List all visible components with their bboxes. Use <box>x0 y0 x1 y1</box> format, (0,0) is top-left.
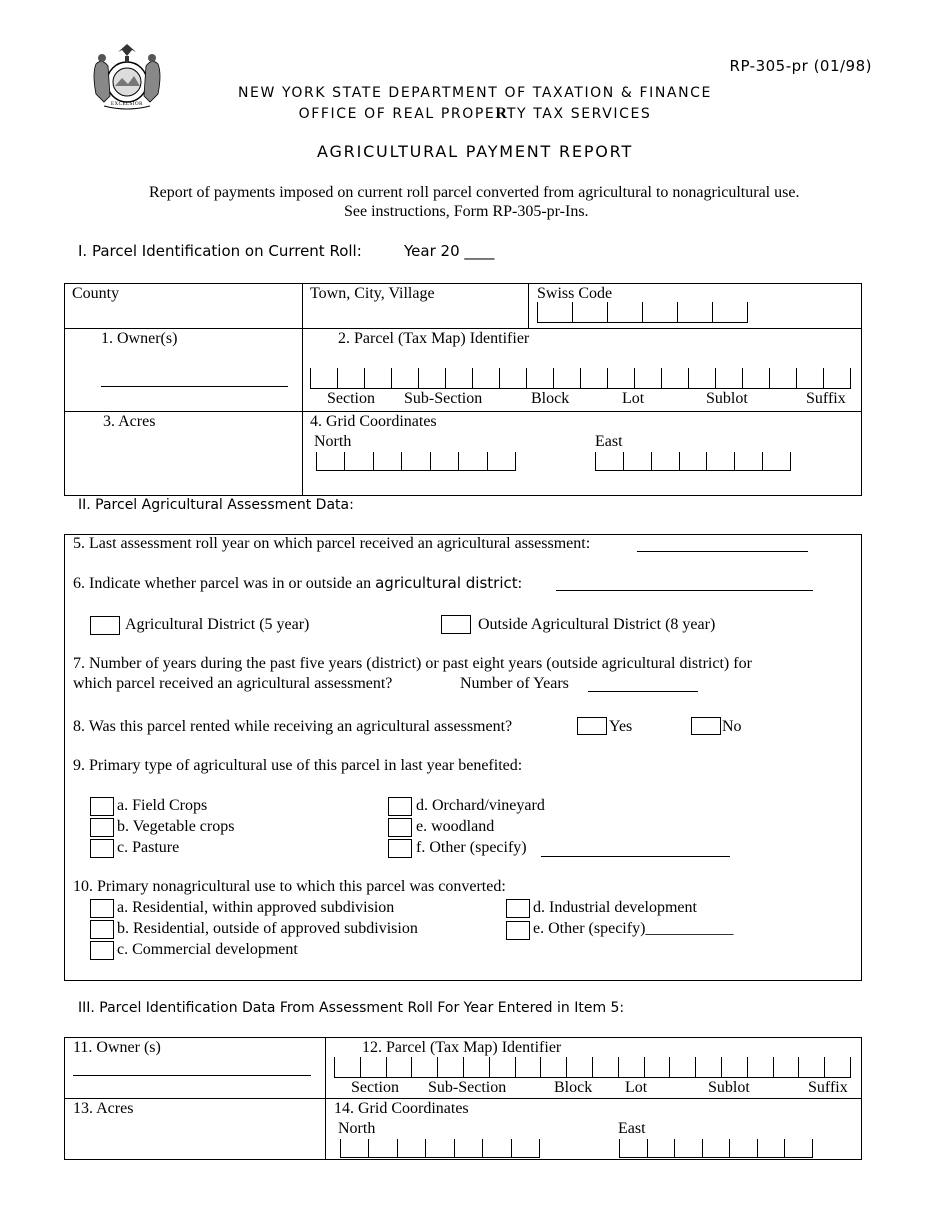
dept-line-2-b: R <box>495 105 507 122</box>
q7-line-2: which parcel received an agricultural assessment? <box>73 675 393 692</box>
s3-east-input[interactable] <box>619 1139 813 1158</box>
year-field[interactable]: Year 20 ____ <box>404 242 495 260</box>
grid-coords-label: 4. Grid Coordinates <box>310 413 437 430</box>
s3-parcel-id-label: 12. Parcel (Tax Map) Identifier <box>362 1039 562 1056</box>
q10-b-label: b. Residential, outside of approved subdivision <box>117 920 418 937</box>
q6-label-a: 6. Indicate whether parcel was in or outside an <box>73 575 372 592</box>
s3-col-sublot: Sublot <box>708 1079 750 1096</box>
parcel-id-label: 2. Parcel (Tax Map) Identifier <box>338 330 530 347</box>
q9-d-label: d. Orchard/vineyard <box>416 797 545 814</box>
col-lot: Lot <box>622 390 645 407</box>
q8-no-label: No <box>722 718 742 735</box>
q10-b-checkbox[interactable] <box>90 920 114 939</box>
q9-c-label: c. Pasture <box>117 839 180 856</box>
q6-input[interactable] <box>556 590 813 591</box>
col-suffix: Suffix <box>806 390 846 407</box>
dept-line-1: NEW YORK STATE DEPARTMENT OF TAXATION & FINANCE <box>237 85 713 101</box>
q8-yes-checkbox[interactable] <box>577 717 607 735</box>
q6-label-c: : <box>517 575 523 592</box>
east-label: East <box>595 433 623 450</box>
q10-c-checkbox[interactable] <box>90 941 114 960</box>
s3-col-suffix: Suffix <box>808 1079 848 1096</box>
intro-line-2: See instructions, Form RP-305-pr-Ins. <box>344 203 589 220</box>
col-section: Section <box>327 390 375 407</box>
col-block: Block <box>531 390 570 407</box>
q9-e-label: e. woodland <box>416 818 495 835</box>
q7-line-1: 7. Number of years during the past five years (district) or past eight years (outside agricultural district) for <box>73 655 752 672</box>
seal-motto: EXCELSIOR <box>111 102 143 107</box>
ag-district-label: Agricultural District (5 year) <box>125 616 310 633</box>
acres-label: 3. Acres <box>103 413 156 430</box>
s3-east-label: East <box>618 1120 646 1137</box>
q9-other-input[interactable] <box>541 856 730 857</box>
q8-label: 8. Was this parcel rented while receiving an agricultural assessment? <box>73 718 513 735</box>
dept-line-2-a: OFFICE OF REAL PROPE <box>298 106 496 122</box>
q10-d-label: d. Industrial development <box>533 899 697 916</box>
page-title: AGRICULTURAL PAYMENT REPORT <box>316 142 634 161</box>
s3-acres-label: 13. Acres <box>73 1100 134 1117</box>
q9-b-label: b. Vegetable crops <box>117 818 235 835</box>
q10-e-label: e. Other (specify)___________ <box>533 920 734 937</box>
ag-district-checkbox[interactable] <box>90 616 120 635</box>
s3-col-section: Section <box>351 1079 399 1096</box>
town-label: Town, City, Village <box>310 285 435 302</box>
outside-district-label: Outside Agricultural District (8 year) <box>478 616 716 633</box>
section-1-heading: I. Parcel Identification on Current Roll: <box>78 242 362 260</box>
q10-label: 10. Primary nonagricultural use to which this parcel was converted: <box>73 878 506 895</box>
s3-north-input[interactable] <box>340 1139 540 1158</box>
q5-label: 5. Last assessment roll year on which parcel received an agricultural assessment: <box>73 535 591 552</box>
swiss-code-input[interactable] <box>537 302 748 323</box>
s3-col-lot: Lot <box>625 1079 648 1096</box>
q9-c-checkbox[interactable] <box>90 839 114 858</box>
owner-label: 1. Owner(s) <box>101 330 178 347</box>
county-label: County <box>72 285 120 302</box>
s3-north-label: North <box>338 1120 376 1137</box>
q10-c-label: c. Commercial development <box>117 941 298 958</box>
s3-parcel-id-input[interactable] <box>334 1057 851 1078</box>
q9-label: 9. Primary type of agricultural use of this parcel in last year benefited: <box>73 757 523 774</box>
q6-label <box>73 574 522 593</box>
dept-line-2-c: TY TAX SERVICES <box>506 106 652 122</box>
swiss-code-label: Swiss Code <box>537 285 613 302</box>
s3-owner-label: 11. Owner (s) <box>73 1039 161 1056</box>
q9-e-checkbox[interactable] <box>388 818 412 837</box>
parcel-id-input[interactable] <box>310 368 851 389</box>
north-label: North <box>314 433 352 450</box>
s3-owner-input[interactable] <box>73 1075 311 1076</box>
q9-b-checkbox[interactable] <box>90 818 114 837</box>
s3-col-block: Block <box>554 1079 593 1096</box>
east-input[interactable] <box>595 452 791 471</box>
q9-a-label: a. Field Crops <box>117 797 208 814</box>
form-number: RP-305-pr (01/98) <box>729 57 872 75</box>
q7-num-years-input[interactable] <box>588 691 698 692</box>
col-sublot: Sublot <box>706 390 748 407</box>
north-input[interactable] <box>316 452 516 471</box>
owner-input[interactable] <box>101 386 288 387</box>
q8-yes-label: Yes <box>609 718 633 735</box>
section-2-heading: II. Parcel Agricultural Assessment Data: <box>78 497 354 513</box>
q7-num-years-label: Number of Years <box>460 675 569 692</box>
q9-d-checkbox[interactable] <box>388 797 412 816</box>
q5-input[interactable] <box>637 551 808 552</box>
q9-f-checkbox[interactable] <box>388 839 412 858</box>
q6-label-b: agricultural district <box>375 574 518 592</box>
nys-seal <box>82 34 172 114</box>
q9-f-label: f. Other (specify) <box>416 839 527 856</box>
dept-line-2 <box>0 105 950 123</box>
q10-d-checkbox[interactable] <box>506 899 530 918</box>
col-sub-section: Sub-Section <box>404 390 483 407</box>
section-3-heading: III. Parcel Identification Data From Assessment Roll For Year Entered in Item 5: <box>78 1000 625 1016</box>
q10-a-checkbox[interactable] <box>90 899 114 918</box>
q10-e-checkbox[interactable] <box>506 921 530 940</box>
s3-grid-coords-label: 14. Grid Coordinates <box>334 1100 469 1117</box>
q8-no-checkbox[interactable] <box>691 717 721 735</box>
q9-a-checkbox[interactable] <box>90 797 114 816</box>
q10-a-label: a. Residential, within approved subdivision <box>117 899 395 916</box>
intro-line-1: Report of payments imposed on current roll parcel converted from agricultural to nonagricultural use. <box>149 184 800 201</box>
outside-district-checkbox[interactable] <box>441 615 471 634</box>
s3-col-sub-section: Sub-Section <box>428 1079 507 1096</box>
